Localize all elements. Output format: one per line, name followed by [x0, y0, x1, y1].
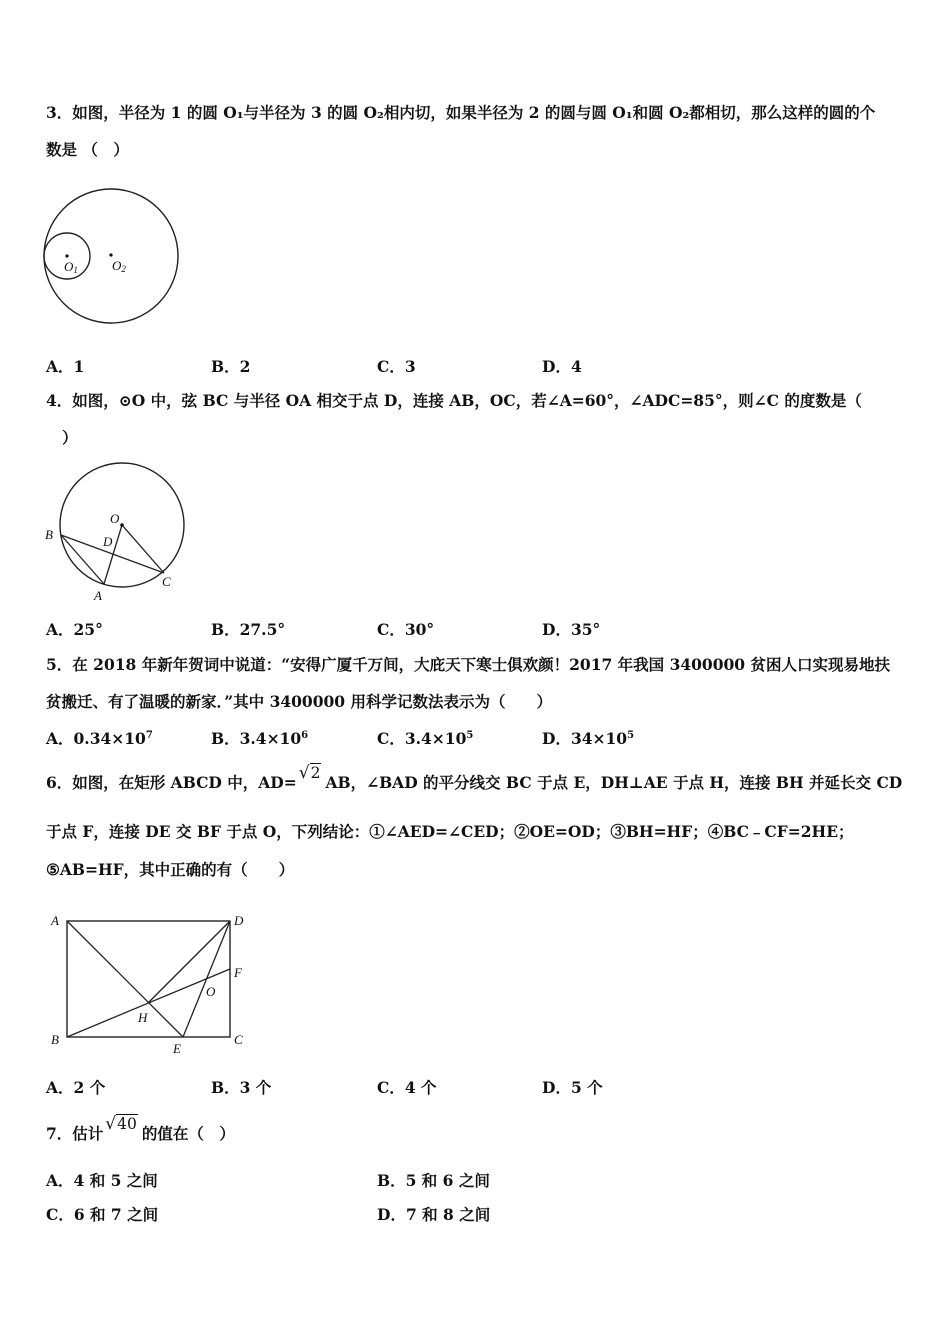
q3-option-a[interactable]: A．1	[46, 357, 85, 376]
q6-label-e: E	[173, 1041, 181, 1056]
q6-text-line3: ⑤AB=HF，其中正确的有（ ）	[46, 860, 295, 879]
q6-text-line1: 6．如图，在矩形 ABCD 中，AD= √2 AB，∠BAD 的平分线交 BC 于点 E，DH⊥AE 于点 H，连接 BH 并延长交 CD	[46, 763, 903, 792]
q6-label-d: D	[234, 913, 244, 928]
q6-label-o: O	[206, 984, 216, 999]
q6-segment-de	[183, 921, 230, 1037]
q5-option-d[interactable]: D．$34\times 10^5$	[542, 729, 635, 748]
q4-option-c[interactable]: C．30°	[377, 620, 435, 639]
q6-option-b[interactable]: B．3 个	[211, 1078, 272, 1097]
q5-text-line2: 贫搬迁、有了温暖的新家．”其中 3400000 用科学记数法表示为（ ）	[46, 692, 552, 711]
q6-option-c[interactable]: C．4 个	[377, 1078, 437, 1097]
q4-label-d: D	[103, 534, 113, 549]
q4-figure	[40, 455, 200, 610]
q5-option-a[interactable]: A．$0.34\times 10^7$	[46, 729, 153, 748]
q6-segment-ae	[67, 921, 183, 1037]
q4-label-o: O	[110, 511, 120, 526]
q5-option-c[interactable]: C．$3.4\times 10^5$	[377, 729, 474, 748]
q4-option-b[interactable]: B．27.5°	[211, 620, 286, 639]
q4-label-b: B	[45, 527, 53, 542]
q3-option-c[interactable]: C．3	[377, 357, 416, 376]
q4-option-a[interactable]: A．25°	[46, 620, 103, 639]
q3-text-line1: 3．如图，半径为 1 的圆 O₁与半径为 3 的圆 O₂相内切，如果半径为 2 的圆与圆 O₁和圆 O₂都相切，那么这样的圆的个	[46, 103, 876, 122]
q6-option-a[interactable]: A．2 个	[46, 1078, 106, 1097]
q6-label-f: F	[234, 965, 242, 980]
q4-label-c: C	[162, 574, 171, 589]
q6-segment-bf	[67, 969, 230, 1037]
q3-option-d[interactable]: D．4	[542, 357, 582, 376]
q4-text-line2: ）	[62, 428, 78, 447]
q3-figure	[40, 185, 190, 330]
q6-label-h: H	[138, 1010, 148, 1025]
q6-option-d[interactable]: D．5 个	[542, 1078, 603, 1097]
q3-point-o1	[65, 254, 68, 257]
q5-option-b[interactable]: B．$3.4\times 10^6$	[211, 729, 309, 748]
q3-label-o2: O2	[112, 258, 126, 274]
q5-text-line1: 5．在 2018 年新年贺词中说道：“安得广厦千万间，大庇天下寒士俱欢颜！2017 年我国 3400000 贫困人口实现易地扶	[46, 655, 890, 674]
q4-label-a: A	[94, 588, 102, 603]
q3-option-b[interactable]: B．2	[211, 357, 251, 376]
q6-label-b: B	[51, 1032, 59, 1047]
q6-text-line2: 于点 F，连接 DE 交 BF 于点 O，下列结论：①∠AED=∠CED；②OE=OD；③BH=HF；④BC﹣CF=2HE；	[46, 822, 854, 841]
q3-text-line2: 数是 （ ）	[46, 140, 129, 159]
q4-text-line1: 4．如图，⊙O 中，弦 BC 与半径 OA 相交于点 D，连接 AB，OC，若∠A=60°，∠ADC=85°，则∠C 的度数是（	[46, 391, 862, 410]
q3-point-o2	[109, 253, 112, 256]
q4-option-d[interactable]: D．35°	[542, 620, 601, 639]
q7-option-c[interactable]: C．6 和 7 之间	[46, 1205, 159, 1224]
q6-sqrt: √2	[298, 763, 321, 783]
q7-text: 7．估计 √40 的值在（ ）	[46, 1114, 235, 1143]
q7-option-d[interactable]: D．7 和 8 之间	[377, 1205, 491, 1224]
q3-label-o1: O1	[64, 259, 78, 275]
q4-point-o	[120, 523, 124, 527]
q7-option-a[interactable]: A．4 和 5 之间	[46, 1171, 158, 1190]
q6-figure	[40, 905, 260, 1065]
q7-sqrt: √40	[105, 1114, 137, 1134]
q6-label-c: C	[234, 1032, 243, 1047]
q6-label-a: A	[51, 913, 59, 928]
q7-option-b[interactable]: B．5 和 6 之间	[377, 1171, 490, 1190]
q6-segment-dh	[148, 921, 230, 1003]
